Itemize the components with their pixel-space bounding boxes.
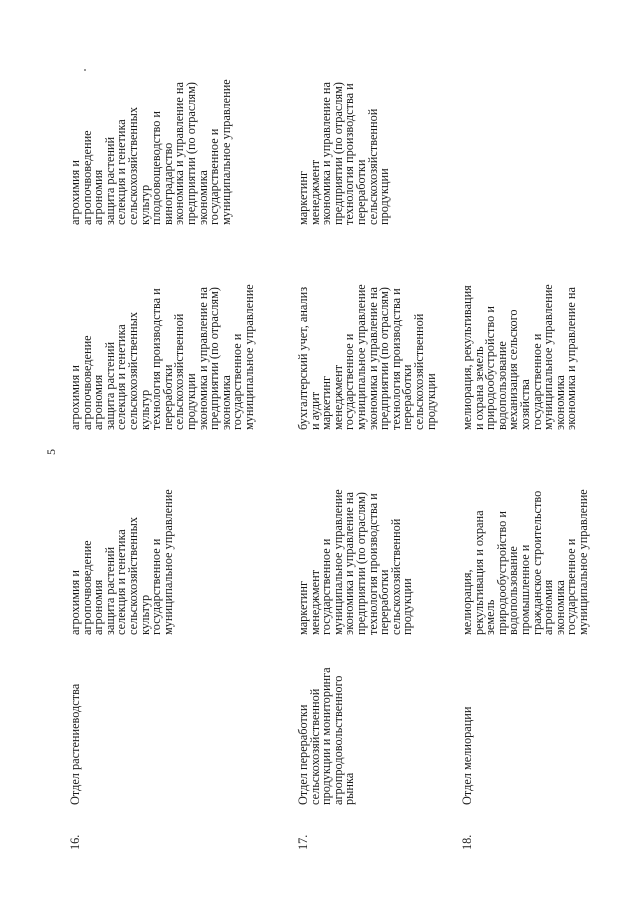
specialties-column-a: агрохимия и агропочвоведение агрономия защита растений селекция и генетика сельскохозяйственных культур государственное и муниципальное управление: [68, 489, 175, 635]
specialties-column-c: агрохимия и агропочвоведение агрономия защита растений селекция и генетика сельскохозяйственных культур плодоовощеводство и виноградарство экономика и управление на предприятии (по отраслям) экономика государственное и муниципальное управление: [68, 79, 233, 225]
specialties-column-c: маркетинг менеджмент экономика и управление на предприятии (по отраслям) технология производства и переработки сельскохозяйственной продукции: [296, 82, 392, 225]
table-row: [460, 50, 590, 850]
rotated-table: [68, 50, 590, 850]
page-number: 5: [44, 449, 58, 455]
specialties-column-a: мелиорация, рекультивация и охрана земель природообустройство и водопользование промышленное и гражданское строительство агрономия экономика государственное и муниципальное управление: [460, 489, 590, 635]
specialties-column-a: маркетинг менеджмент государственное и муниципальное управление экономика и управление на предприятии (по отраслям) технология производства и переработки сельскохозяйственной продукции: [296, 489, 415, 635]
row-number: 18.: [460, 834, 474, 850]
specialties-column-b: мелиорация, рекультивация и охрана земель природообустройство и водопользование механизация сельского хозяйства государственное и муниципальное управление экономика экономика и управление на: [460, 284, 579, 430]
row-number: 16.: [68, 834, 82, 850]
department-name: Отдел мелиорации: [460, 706, 474, 805]
row-number: 17.: [296, 834, 310, 850]
specialties-column-b: бухгалтерский учет, анализ и аудит маркетинг менеджмент государственное и муниципальное управление экономика и управление на предприятии (по отраслям) технология производства и переработки сельскохозяйственной продукции: [296, 284, 438, 430]
specialties-column-b: агрохимия и агропочвоведение агрономия защита растений селекция и генетика сельскохозяйственных культур технология производства и переработки сельскохозяйственной продукции экономика и управление на предприятии (по отраслям) экономика государственное и муниципальное управление: [68, 284, 256, 430]
department-name: Отдел переработки сельскохозяйственной продукции и мониторинга агропродовольственного рынка: [296, 667, 357, 805]
department-name: Отдел растениеводства: [68, 683, 82, 805]
table-sheet: [68, 50, 590, 850]
table-row: [70, 50, 270, 850]
table-row: [298, 50, 468, 850]
